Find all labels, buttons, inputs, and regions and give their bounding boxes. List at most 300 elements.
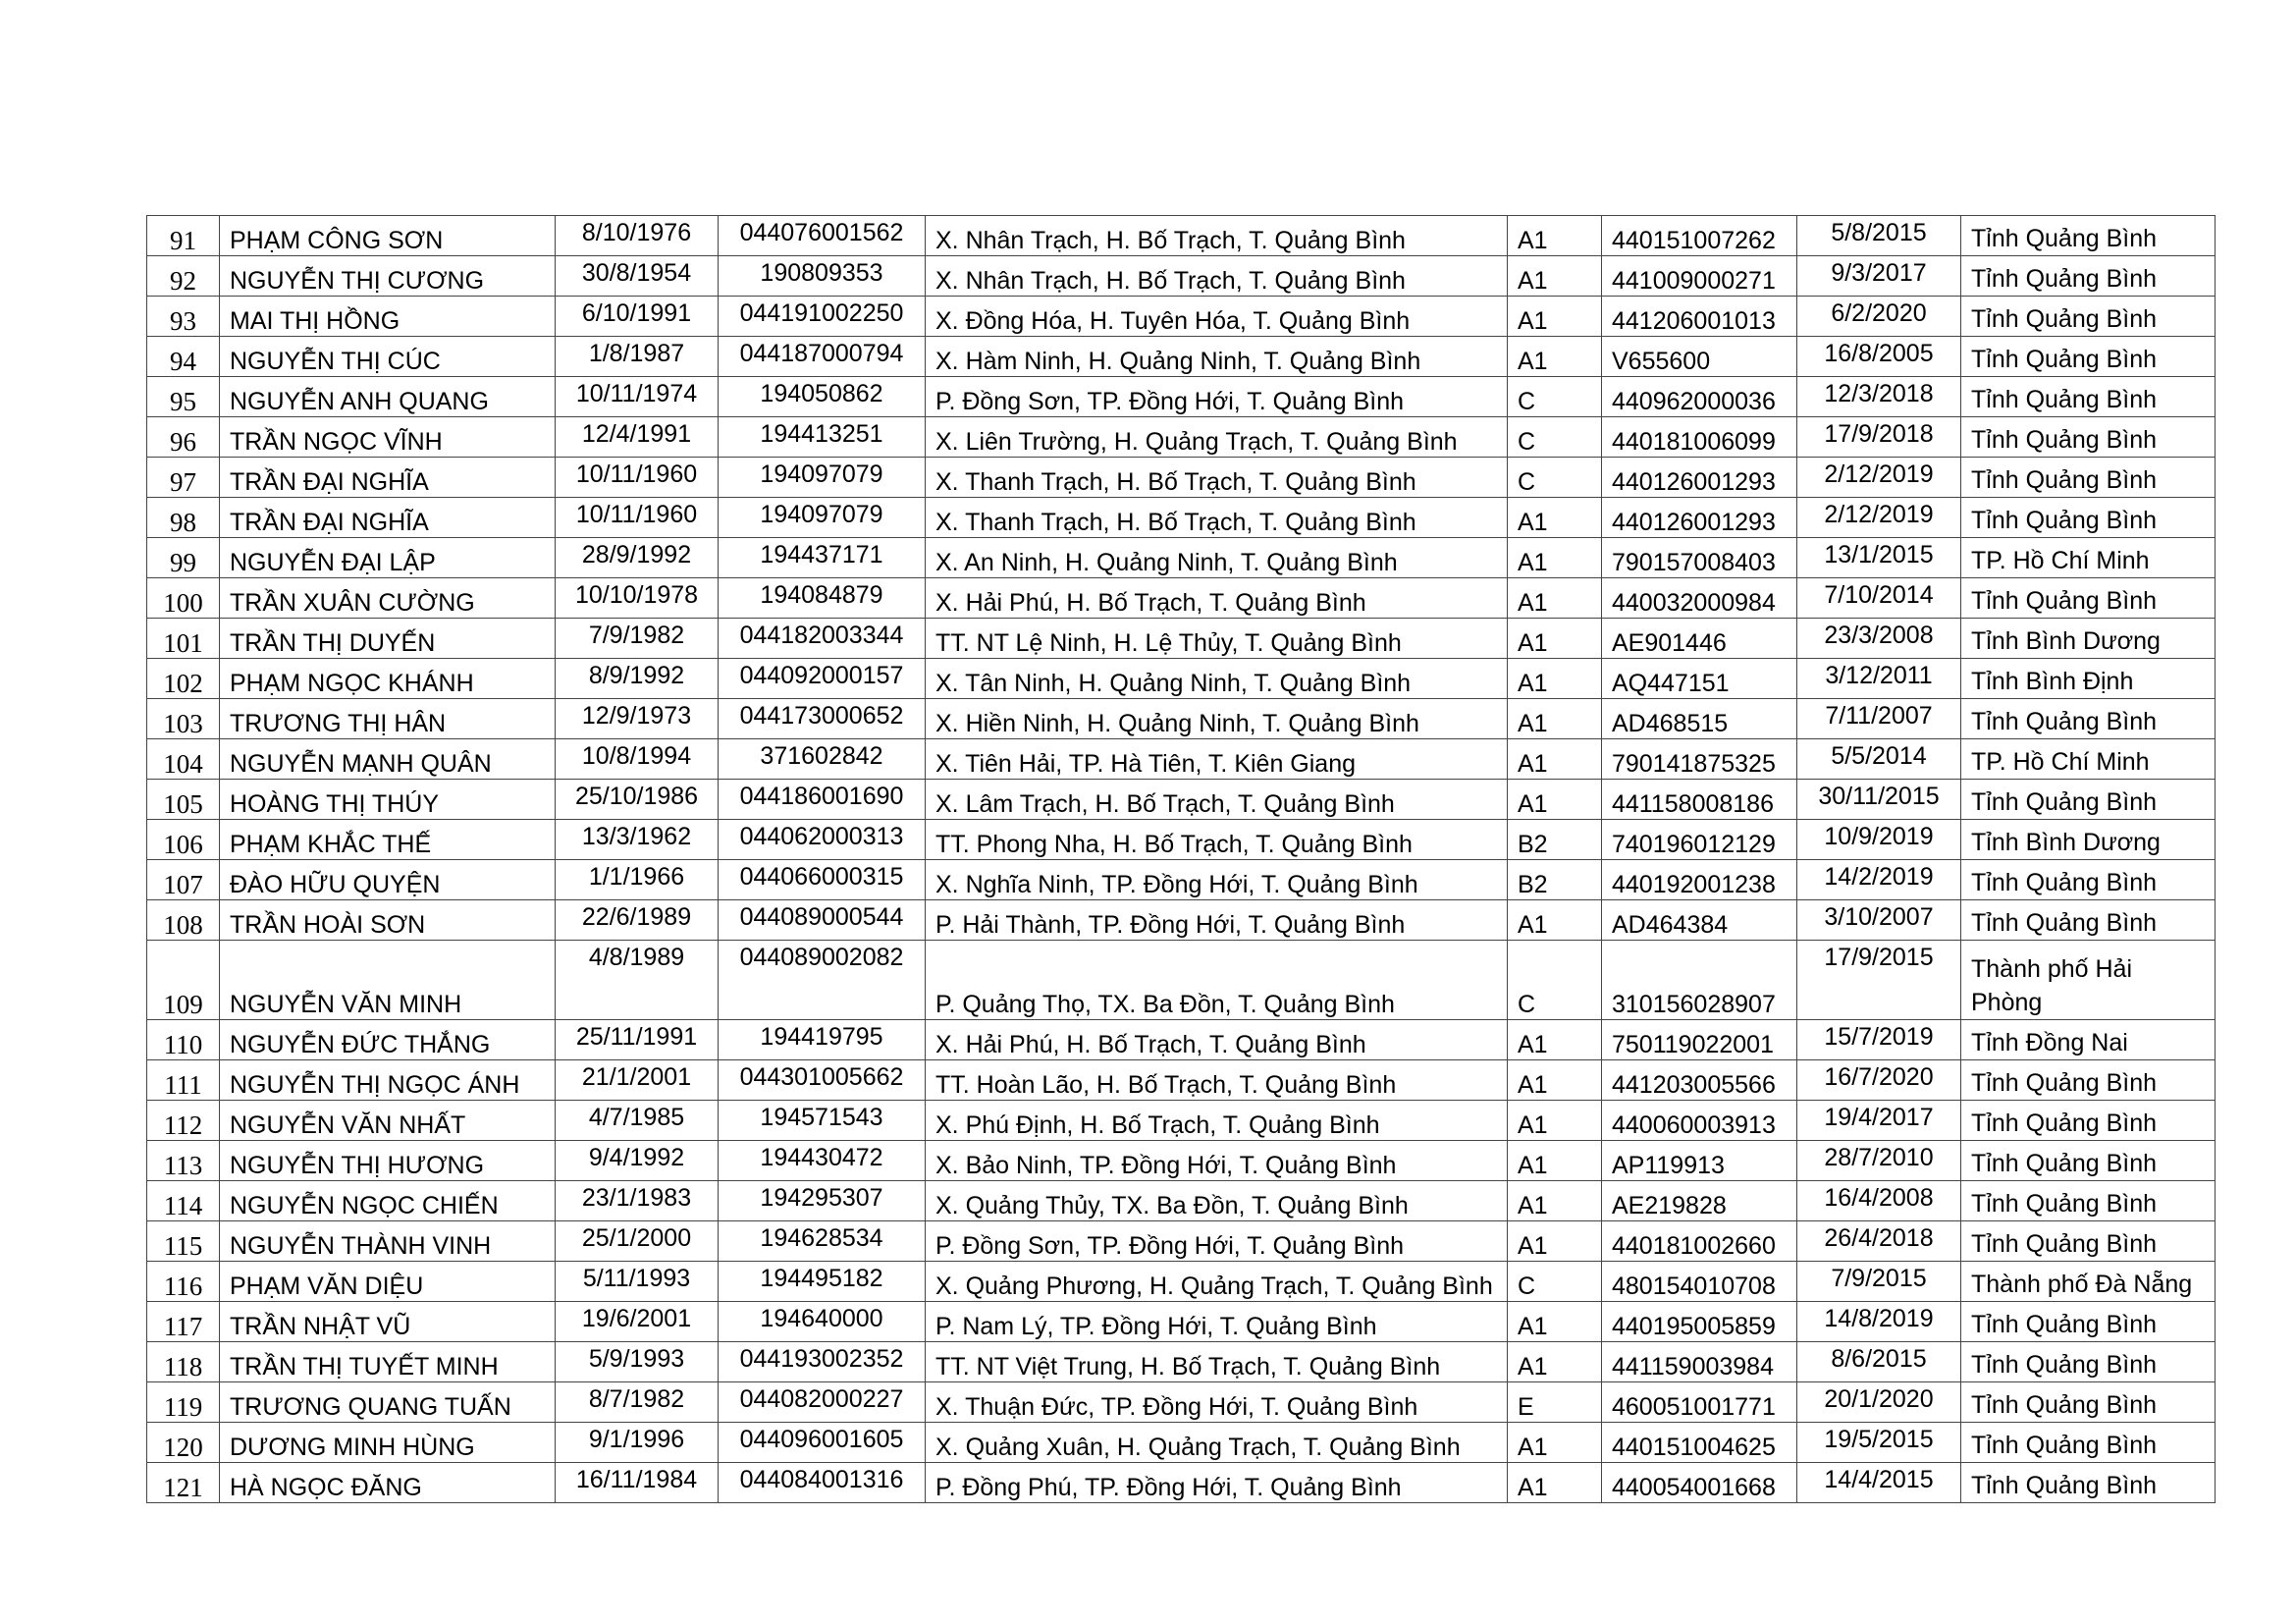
issue-place-cell: TP. Hồ Chí Minh <box>1961 538 2216 578</box>
address-cell: P. Hải Thành, TP. Đồng Hới, T. Quảng Bình <box>926 900 1508 941</box>
address-cell: X. Hải Phú, H. Bố Trạch, T. Quảng Bình <box>926 578 1508 619</box>
license-number-cell: 740196012129 <box>1602 820 1797 860</box>
full-name-cell: NGUYỄN THỊ NGỌC ÁNH <box>220 1060 556 1101</box>
issue-place-cell: Thành phố Hải Phòng <box>1961 941 2216 1020</box>
issue-place-cell: Tỉnh Quảng Bình <box>1961 860 2216 900</box>
address-cell: X. Quảng Phương, H. Quảng Trạch, T. Quảng Bình <box>926 1262 1508 1302</box>
table-row <box>147 860 2216 900</box>
table-row <box>147 417 2216 458</box>
license-number-cell: 440181006099 <box>1602 417 1797 458</box>
full-name-cell: TRẦN NGỌC VĨNH <box>220 417 556 458</box>
issue-place-cell: Tỉnh Quảng Bình <box>1961 1423 2216 1463</box>
issue-place-cell: Tỉnh Quảng Bình <box>1961 1101 2216 1141</box>
license-class-cell: A1 <box>1508 900 1602 941</box>
table-row <box>147 297 2216 337</box>
full-name-cell: TRẦN ĐẠI NGHĨA <box>220 458 556 498</box>
address-cell: X. Quảng Xuân, H. Quảng Trạch, T. Quảng Bình <box>926 1423 1508 1463</box>
table-row <box>147 1141 2216 1181</box>
id-number-cell: 044089000544 <box>719 900 926 941</box>
address-cell: X. Nhân Trạch, H. Bố Trạch, T. Quảng Bình <box>926 256 1508 297</box>
issue-place-cell: Tỉnh Quảng Bình <box>1961 256 2216 297</box>
row-number-cell: 120 <box>147 1423 220 1463</box>
address-cell: X. Nhân Trạch, H. Bố Trạch, T. Quảng Bình <box>926 216 1508 256</box>
address-cell: X. Quảng Thủy, TX. Ba Đồn, T. Quảng Bình <box>926 1181 1508 1221</box>
address-cell: X. Tiên Hải, TP. Hà Tiên, T. Kiên Giang <box>926 739 1508 780</box>
row-number-cell: 92 <box>147 256 220 297</box>
license-number-cell: 441159003984 <box>1602 1342 1797 1382</box>
issue-place-cell: Tỉnh Quảng Bình <box>1961 337 2216 377</box>
issue-date-cell: 17/9/2015 <box>1797 941 1961 1020</box>
address-cell: P. Đồng Phú, TP. Đồng Hới, T. Quảng Bình <box>926 1463 1508 1503</box>
license-number-cell: 440192001238 <box>1602 860 1797 900</box>
date-of-birth-cell: 5/9/1993 <box>556 1342 719 1382</box>
table-row <box>147 699 2216 739</box>
address-cell: X. Tân Ninh, H. Quảng Ninh, T. Quảng Bình <box>926 659 1508 699</box>
id-number-cell: 194097079 <box>719 458 926 498</box>
issue-date-cell: 3/12/2011 <box>1797 659 1961 699</box>
table-row <box>147 1020 2216 1060</box>
license-class-cell: A1 <box>1508 1463 1602 1503</box>
full-name-cell: ĐÀO HỮU QUYỆN <box>220 860 556 900</box>
table-row <box>147 1423 2216 1463</box>
license-class-cell: A1 <box>1508 1020 1602 1060</box>
address-cell: X. Liên Trường, H. Quảng Trạch, T. Quảng Bình <box>926 417 1508 458</box>
issue-place-cell: Tỉnh Quảng Bình <box>1961 216 2216 256</box>
row-number-cell: 91 <box>147 216 220 256</box>
license-class-cell: A1 <box>1508 1302 1602 1342</box>
issue-date-cell: 16/4/2008 <box>1797 1181 1961 1221</box>
license-class-cell: A1 <box>1508 699 1602 739</box>
id-number-cell: 194571543 <box>719 1101 926 1141</box>
issue-place-cell: Tỉnh Quảng Bình <box>1961 1060 2216 1101</box>
id-number-cell: 194097079 <box>719 498 926 538</box>
id-number-cell: 044082000227 <box>719 1382 926 1423</box>
issue-date-cell: 6/2/2020 <box>1797 297 1961 337</box>
date-of-birth-cell: 8/10/1976 <box>556 216 719 256</box>
issue-date-cell: 15/7/2019 <box>1797 1020 1961 1060</box>
date-of-birth-cell: 13/3/1962 <box>556 820 719 860</box>
full-name-cell: NGUYỄN ANH QUANG <box>220 377 556 417</box>
license-class-cell: A1 <box>1508 578 1602 619</box>
date-of-birth-cell: 4/7/1985 <box>556 1101 719 1141</box>
license-number-cell: 440195005859 <box>1602 1302 1797 1342</box>
license-number-cell: 440054001668 <box>1602 1463 1797 1503</box>
id-number-cell: 194295307 <box>719 1181 926 1221</box>
issue-place-cell: Tỉnh Bình Định <box>1961 659 2216 699</box>
full-name-cell: PHẠM CÔNG SƠN <box>220 216 556 256</box>
table-body <box>147 216 2216 1503</box>
license-class-cell: A1 <box>1508 1181 1602 1221</box>
issue-place-cell: Tỉnh Quảng Bình <box>1961 377 2216 417</box>
issue-place-cell: Tỉnh Quảng Bình <box>1961 1463 2216 1503</box>
full-name-cell: DƯƠNG MINH HÙNG <box>220 1423 556 1463</box>
issue-place-cell: Tỉnh Bình Dương <box>1961 619 2216 659</box>
id-number-cell: 044076001562 <box>719 216 926 256</box>
issue-place-cell: Tỉnh Quảng Bình <box>1961 578 2216 619</box>
date-of-birth-cell: 12/4/1991 <box>556 417 719 458</box>
row-number-cell: 117 <box>147 1302 220 1342</box>
row-number-cell: 97 <box>147 458 220 498</box>
date-of-birth-cell: 1/8/1987 <box>556 337 719 377</box>
date-of-birth-cell: 30/8/1954 <box>556 256 719 297</box>
license-number-cell: AE901446 <box>1602 619 1797 659</box>
license-class-cell: A1 <box>1508 337 1602 377</box>
full-name-cell: NGUYỄN THỊ CÚC <box>220 337 556 377</box>
date-of-birth-cell: 28/9/1992 <box>556 538 719 578</box>
issue-place-cell: Tỉnh Quảng Bình <box>1961 458 2216 498</box>
license-class-cell: A1 <box>1508 1060 1602 1101</box>
row-number-cell: 102 <box>147 659 220 699</box>
full-name-cell: NGUYỄN VĂN MINH <box>220 941 556 1020</box>
row-number-cell: 96 <box>147 417 220 458</box>
issue-date-cell: 20/1/2020 <box>1797 1382 1961 1423</box>
license-class-cell: B2 <box>1508 820 1602 860</box>
row-number-cell: 95 <box>147 377 220 417</box>
date-of-birth-cell: 8/7/1982 <box>556 1382 719 1423</box>
table-row <box>147 900 2216 941</box>
issue-date-cell: 3/10/2007 <box>1797 900 1961 941</box>
table-row <box>147 941 2216 1020</box>
full-name-cell: NGUYỄN THỊ HƯƠNG <box>220 1141 556 1181</box>
full-name-cell: NGUYỄN THÀNH VINH <box>220 1221 556 1262</box>
license-number-cell: AE219828 <box>1602 1181 1797 1221</box>
date-of-birth-cell: 9/4/1992 <box>556 1141 719 1181</box>
address-cell: X. Hải Phú, H. Bố Trạch, T. Quảng Bình <box>926 1020 1508 1060</box>
row-number-cell: 107 <box>147 860 220 900</box>
id-number-cell: 044066000315 <box>719 860 926 900</box>
license-class-cell: A1 <box>1508 256 1602 297</box>
table-row <box>147 216 2216 256</box>
table-row <box>147 1221 2216 1262</box>
license-number-cell: 441009000271 <box>1602 256 1797 297</box>
row-number-cell: 93 <box>147 297 220 337</box>
address-cell: X. Bảo Ninh, TP. Đồng Hới, T. Quảng Bình <box>926 1141 1508 1181</box>
row-number-cell: 106 <box>147 820 220 860</box>
license-class-cell: C <box>1508 1262 1602 1302</box>
table-row <box>147 256 2216 297</box>
id-number-cell: 190809353 <box>719 256 926 297</box>
issue-date-cell: 19/4/2017 <box>1797 1101 1961 1141</box>
address-cell: X. Đồng Hóa, H. Tuyên Hóa, T. Quảng Bình <box>926 297 1508 337</box>
full-name-cell: TRẦN THỊ TUYẾT MINH <box>220 1342 556 1382</box>
date-of-birth-cell: 7/9/1982 <box>556 619 719 659</box>
license-class-cell: C <box>1508 458 1602 498</box>
id-number-cell: 044096001605 <box>719 1423 926 1463</box>
issue-place-cell: Tỉnh Quảng Bình <box>1961 1302 2216 1342</box>
table-row <box>147 1342 2216 1382</box>
license-number-cell: 441158008186 <box>1602 780 1797 820</box>
license-class-cell: B2 <box>1508 860 1602 900</box>
license-number-cell: 440126001293 <box>1602 458 1797 498</box>
issue-date-cell: 7/10/2014 <box>1797 578 1961 619</box>
row-number-cell: 94 <box>147 337 220 377</box>
address-cell: TT. Phong Nha, H. Bố Trạch, T. Quảng Bình <box>926 820 1508 860</box>
id-number-cell: 194640000 <box>719 1302 926 1342</box>
issue-date-cell: 14/2/2019 <box>1797 860 1961 900</box>
date-of-birth-cell: 9/1/1996 <box>556 1423 719 1463</box>
license-class-cell: A1 <box>1508 498 1602 538</box>
row-number-cell: 108 <box>147 900 220 941</box>
issue-date-cell: 26/4/2018 <box>1797 1221 1961 1262</box>
address-cell: X. Thanh Trạch, H. Bố Trạch, T. Quảng Bình <box>926 498 1508 538</box>
date-of-birth-cell: 10/11/1960 <box>556 498 719 538</box>
issue-date-cell: 30/11/2015 <box>1797 780 1961 820</box>
issue-date-cell: 7/11/2007 <box>1797 699 1961 739</box>
license-number-cell: 440032000984 <box>1602 578 1797 619</box>
license-class-cell: A1 <box>1508 659 1602 699</box>
date-of-birth-cell: 25/1/2000 <box>556 1221 719 1262</box>
license-number-cell: 440060003913 <box>1602 1101 1797 1141</box>
date-of-birth-cell: 6/10/1991 <box>556 297 719 337</box>
license-number-cell: AD468515 <box>1602 699 1797 739</box>
address-cell: X. Hàm Ninh, H. Quảng Ninh, T. Quảng Bình <box>926 337 1508 377</box>
address-cell: X. Lâm Trạch, H. Bố Trạch, T. Quảng Bình <box>926 780 1508 820</box>
license-number-cell: 790157008403 <box>1602 538 1797 578</box>
address-cell: X. Hiền Ninh, H. Quảng Ninh, T. Quảng Bình <box>926 699 1508 739</box>
table-row <box>147 538 2216 578</box>
date-of-birth-cell: 10/10/1978 <box>556 578 719 619</box>
full-name-cell: PHẠM KHẮC THẾ <box>220 820 556 860</box>
id-number-cell: 044193002352 <box>719 1342 926 1382</box>
table-row <box>147 458 2216 498</box>
id-number-cell: 044191002250 <box>719 297 926 337</box>
date-of-birth-cell: 10/8/1994 <box>556 739 719 780</box>
issue-date-cell: 8/6/2015 <box>1797 1342 1961 1382</box>
license-class-cell: A1 <box>1508 1101 1602 1141</box>
full-name-cell: TRẦN NHẬT VŨ <box>220 1302 556 1342</box>
license-number-cell: 440181002660 <box>1602 1221 1797 1262</box>
id-number-cell: 044092000157 <box>719 659 926 699</box>
date-of-birth-cell: 25/10/1986 <box>556 780 719 820</box>
license-number-cell: 441203005566 <box>1602 1060 1797 1101</box>
full-name-cell: NGUYỄN ĐẠI LẬP <box>220 538 556 578</box>
license-number-cell: AQ447151 <box>1602 659 1797 699</box>
id-number-cell: 044173000652 <box>719 699 926 739</box>
table-row <box>147 780 2216 820</box>
full-name-cell: HOÀNG THỊ THÚY <box>220 780 556 820</box>
issue-date-cell: 5/5/2014 <box>1797 739 1961 780</box>
id-number-cell: 044186001690 <box>719 780 926 820</box>
row-number-cell: 116 <box>147 1262 220 1302</box>
license-number-cell: 310156028907 <box>1602 941 1797 1020</box>
license-number-cell: V655600 <box>1602 337 1797 377</box>
date-of-birth-cell: 5/11/1993 <box>556 1262 719 1302</box>
issue-date-cell: 17/9/2018 <box>1797 417 1961 458</box>
address-cell: P. Đồng Sơn, TP. Đồng Hới, T. Quảng Bình <box>926 377 1508 417</box>
issue-date-cell: 14/8/2019 <box>1797 1302 1961 1342</box>
id-number-cell: 194430472 <box>719 1141 926 1181</box>
issue-date-cell: 10/9/2019 <box>1797 820 1961 860</box>
license-number-cell: 440151007262 <box>1602 216 1797 256</box>
issue-date-cell: 9/3/2017 <box>1797 256 1961 297</box>
row-number-cell: 105 <box>147 780 220 820</box>
full-name-cell: NGUYỄN ĐỨC THẮNG <box>220 1020 556 1060</box>
date-of-birth-cell: 22/6/1989 <box>556 900 719 941</box>
issue-date-cell: 14/4/2015 <box>1797 1463 1961 1503</box>
license-class-cell: C <box>1508 377 1602 417</box>
issue-place-cell: Thành phố Đà Nẵng <box>1961 1262 2216 1302</box>
table-row <box>147 1181 2216 1221</box>
row-number-cell: 110 <box>147 1020 220 1060</box>
license-number-cell: 480154010708 <box>1602 1262 1797 1302</box>
issue-date-cell: 7/9/2015 <box>1797 1262 1961 1302</box>
license-class-cell: A1 <box>1508 780 1602 820</box>
license-class-cell: A1 <box>1508 216 1602 256</box>
full-name-cell: NGUYỄN THỊ CƯƠNG <box>220 256 556 297</box>
license-number-cell: 790141875325 <box>1602 739 1797 780</box>
full-name-cell: TRƯƠNG QUANG TUẤN <box>220 1382 556 1423</box>
license-list-table-container <box>146 215 2215 1503</box>
address-cell: TT. NT Lệ Ninh, H. Lệ Thủy, T. Quảng Bình <box>926 619 1508 659</box>
address-cell: P. Nam Lý, TP. Đồng Hới, T. Quảng Bình <box>926 1302 1508 1342</box>
issue-place-cell: Tỉnh Quảng Bình <box>1961 417 2216 458</box>
license-class-cell: C <box>1508 941 1602 1020</box>
license-number-cell: 440126001293 <box>1602 498 1797 538</box>
id-number-cell: 044182003344 <box>719 619 926 659</box>
table-row <box>147 1463 2216 1503</box>
issue-place-cell: Tỉnh Bình Dương <box>1961 820 2216 860</box>
license-number-cell: 750119022001 <box>1602 1020 1797 1060</box>
address-cell: TT. Hoàn Lão, H. Bố Trạch, T. Quảng Bình <box>926 1060 1508 1101</box>
date-of-birth-cell: 25/11/1991 <box>556 1020 719 1060</box>
row-number-cell: 99 <box>147 538 220 578</box>
row-number-cell: 100 <box>147 578 220 619</box>
issue-date-cell: 19/5/2015 <box>1797 1423 1961 1463</box>
issue-place-cell: Tỉnh Quảng Bình <box>1961 1221 2216 1262</box>
id-number-cell: 194628534 <box>719 1221 926 1262</box>
issue-date-cell: 13/1/2015 <box>1797 538 1961 578</box>
id-number-cell: 194050862 <box>719 377 926 417</box>
full-name-cell: NGUYỄN NGỌC CHIẾN <box>220 1181 556 1221</box>
issue-place-cell: Tỉnh Đồng Nai <box>1961 1020 2216 1060</box>
full-name-cell: MAI THỊ HỒNG <box>220 297 556 337</box>
issue-date-cell: 28/7/2010 <box>1797 1141 1961 1181</box>
table-row <box>147 820 2216 860</box>
id-number-cell: 194413251 <box>719 417 926 458</box>
issue-place-cell: Tỉnh Quảng Bình <box>1961 900 2216 941</box>
table-row <box>147 1302 2216 1342</box>
table-row <box>147 1060 2216 1101</box>
license-class-cell: E <box>1508 1382 1602 1423</box>
address-cell: TT. NT Việt Trung, H. Bố Trạch, T. Quảng Bình <box>926 1342 1508 1382</box>
license-class-cell: A1 <box>1508 538 1602 578</box>
table-row <box>147 1382 2216 1423</box>
row-number-cell: 119 <box>147 1382 220 1423</box>
date-of-birth-cell: 8/9/1992 <box>556 659 719 699</box>
issue-place-cell: Tỉnh Quảng Bình <box>1961 498 2216 538</box>
table-row <box>147 1101 2216 1141</box>
issue-place-cell: Tỉnh Quảng Bình <box>1961 780 2216 820</box>
full-name-cell: NGUYỄN VĂN NHẤT <box>220 1101 556 1141</box>
id-number-cell: 044089002082 <box>719 941 926 1020</box>
table-row <box>147 498 2216 538</box>
address-cell: X. Thanh Trạch, H. Bố Trạch, T. Quảng Bình <box>926 458 1508 498</box>
id-number-cell: 371602842 <box>719 739 926 780</box>
license-number-cell: 460051001771 <box>1602 1382 1797 1423</box>
full-name-cell: TRẦN THỊ DUYẾN <box>220 619 556 659</box>
table-row <box>147 337 2216 377</box>
row-number-cell: 98 <box>147 498 220 538</box>
address-cell: X. Nghĩa Ninh, TP. Đồng Hới, T. Quảng Bình <box>926 860 1508 900</box>
license-number-cell: 440151004625 <box>1602 1423 1797 1463</box>
issue-date-cell: 5/8/2015 <box>1797 216 1961 256</box>
issue-place-cell: Tỉnh Quảng Bình <box>1961 1141 2216 1181</box>
row-number-cell: 109 <box>147 941 220 1020</box>
row-number-cell: 101 <box>147 619 220 659</box>
full-name-cell: HÀ NGỌC ĐĂNG <box>220 1463 556 1503</box>
table-row <box>147 377 2216 417</box>
issue-place-cell: Tỉnh Quảng Bình <box>1961 1181 2216 1221</box>
id-number-cell: 044084001316 <box>719 1463 926 1503</box>
issue-place-cell: Tỉnh Quảng Bình <box>1961 1382 2216 1423</box>
full-name-cell: TRẦN XUÂN CƯỜNG <box>220 578 556 619</box>
row-number-cell: 121 <box>147 1463 220 1503</box>
row-number-cell: 114 <box>147 1181 220 1221</box>
license-number-cell: 440962000036 <box>1602 377 1797 417</box>
row-number-cell: 111 <box>147 1060 220 1101</box>
license-number-cell: 441206001013 <box>1602 297 1797 337</box>
license-list-table <box>146 215 2216 1503</box>
issue-place-cell: TP. Hồ Chí Minh <box>1961 739 2216 780</box>
full-name-cell: TRẦN ĐẠI NGHĨA <box>220 498 556 538</box>
row-number-cell: 103 <box>147 699 220 739</box>
issue-date-cell: 16/7/2020 <box>1797 1060 1961 1101</box>
table-row <box>147 578 2216 619</box>
license-class-cell: A1 <box>1508 739 1602 780</box>
address-cell: P. Quảng Thọ, TX. Ba Đồn, T. Quảng Bình <box>926 941 1508 1020</box>
date-of-birth-cell: 10/11/1974 <box>556 377 719 417</box>
date-of-birth-cell: 10/11/1960 <box>556 458 719 498</box>
table-row <box>147 659 2216 699</box>
table-row <box>147 619 2216 659</box>
issue-date-cell: 2/12/2019 <box>1797 458 1961 498</box>
date-of-birth-cell: 12/9/1973 <box>556 699 719 739</box>
address-cell: X. Thuận Đức, TP. Đồng Hới, T. Quảng Bình <box>926 1382 1508 1423</box>
id-number-cell: 044301005662 <box>719 1060 926 1101</box>
date-of-birth-cell: 23/1/1983 <box>556 1181 719 1221</box>
license-class-cell: A1 <box>1508 1342 1602 1382</box>
date-of-birth-cell: 19/6/2001 <box>556 1302 719 1342</box>
full-name-cell: PHẠM VĂN DIỆU <box>220 1262 556 1302</box>
row-number-cell: 104 <box>147 739 220 780</box>
table-row <box>147 739 2216 780</box>
license-class-cell: A1 <box>1508 1221 1602 1262</box>
address-cell: P. Đồng Sơn, TP. Đồng Hới, T. Quảng Bình <box>926 1221 1508 1262</box>
license-class-cell: A1 <box>1508 297 1602 337</box>
issue-date-cell: 2/12/2019 <box>1797 498 1961 538</box>
license-class-cell: C <box>1508 417 1602 458</box>
full-name-cell: PHẠM NGỌC KHÁNH <box>220 659 556 699</box>
id-number-cell: 194437171 <box>719 538 926 578</box>
issue-place-cell: Tỉnh Quảng Bình <box>1961 1342 2216 1382</box>
license-number-cell: AD464384 <box>1602 900 1797 941</box>
issue-place-cell: Tỉnh Quảng Bình <box>1961 297 2216 337</box>
date-of-birth-cell: 21/1/2001 <box>556 1060 719 1101</box>
license-class-cell: A1 <box>1508 1141 1602 1181</box>
date-of-birth-cell: 16/11/1984 <box>556 1463 719 1503</box>
full-name-cell: TRẦN HOÀI SƠN <box>220 900 556 941</box>
address-cell: X. An Ninh, H. Quảng Ninh, T. Quảng Bình <box>926 538 1508 578</box>
id-number-cell: 194495182 <box>719 1262 926 1302</box>
license-number-cell: AP119913 <box>1602 1141 1797 1181</box>
row-number-cell: 112 <box>147 1101 220 1141</box>
table-row <box>147 1262 2216 1302</box>
license-class-cell: A1 <box>1508 619 1602 659</box>
address-cell: X. Phú Định, H. Bố Trạch, T. Quảng Bình <box>926 1101 1508 1141</box>
row-number-cell: 118 <box>147 1342 220 1382</box>
issue-date-cell: 16/8/2005 <box>1797 337 1961 377</box>
date-of-birth-cell: 1/1/1966 <box>556 860 719 900</box>
